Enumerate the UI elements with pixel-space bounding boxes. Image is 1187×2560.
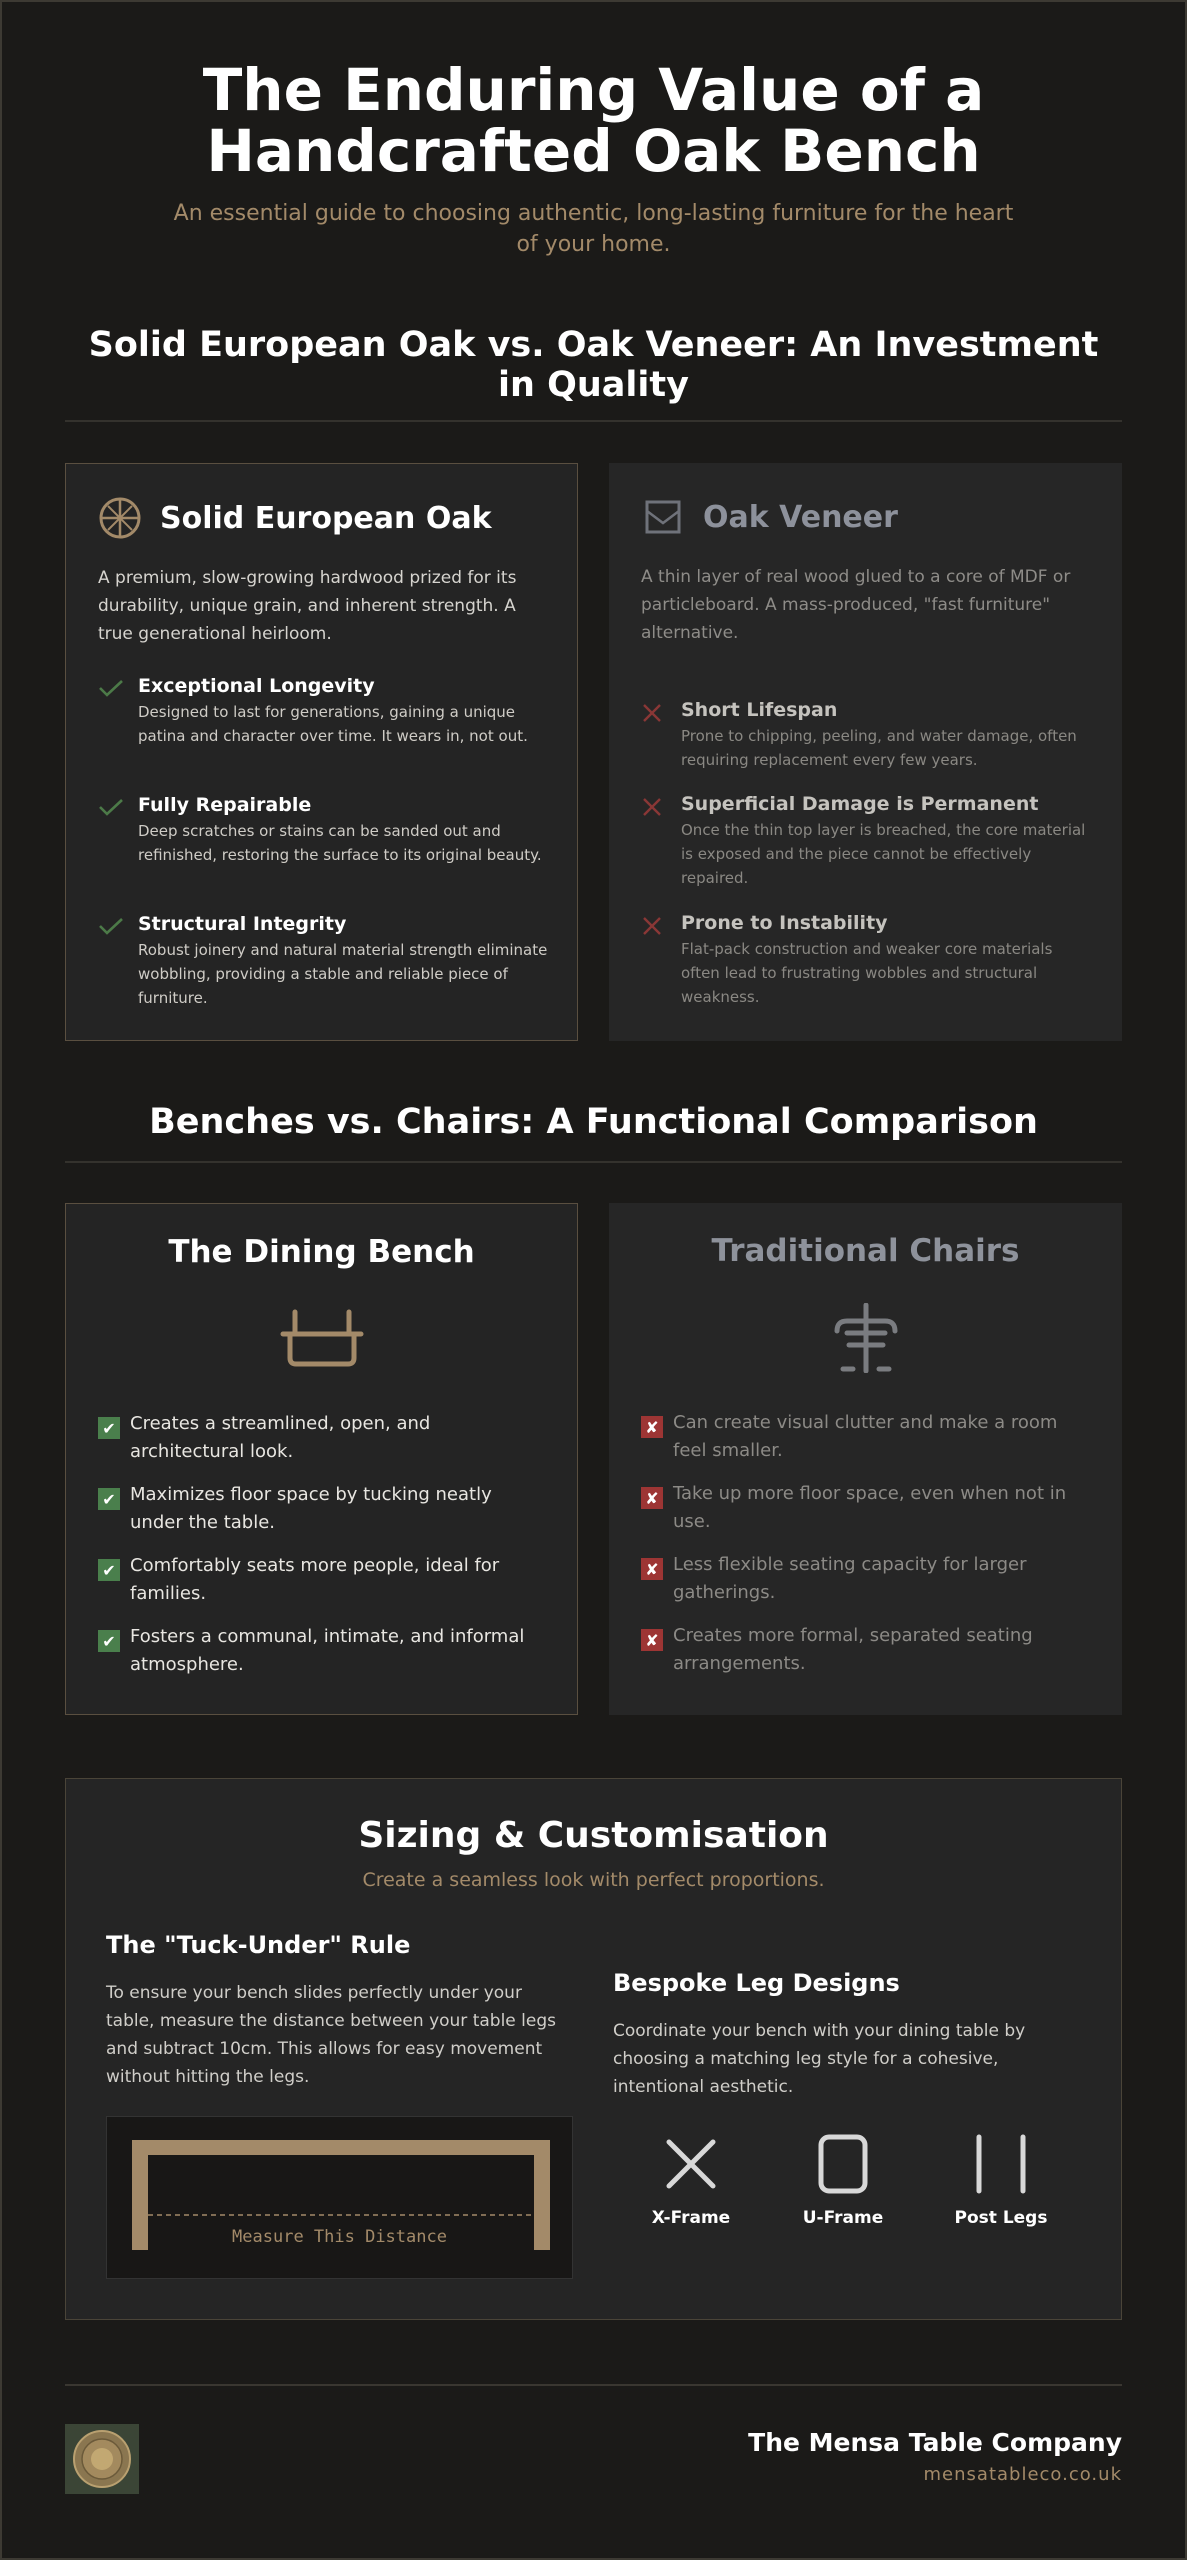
leg-option-u-frame[interactable] (768, 2134, 918, 2228)
leg-option-label: Post Legs (954, 2208, 1048, 2228)
solid-oak-card (65, 463, 578, 1041)
u-frame-icon (813, 2134, 873, 2194)
chairs-title: Traditional Chairs (711, 1233, 1020, 1269)
feature-title: Prone to Instability (681, 912, 888, 934)
check-icon (98, 916, 124, 936)
point-text: Can create visual clutter and make a room feel smaller. (673, 1412, 1058, 1461)
solid-oak-description: A premium, slow-growing hardwood prized for its durability, unique grain, and inherent strength. A true generational heirloom. (98, 568, 517, 644)
cross-icon (641, 915, 663, 937)
footer-divider (65, 2384, 1122, 2386)
feature-title: Structural Integrity (138, 913, 347, 935)
check-box-icon: ✔ (98, 1488, 120, 1510)
check-box-icon: ✔ (98, 1559, 120, 1581)
page-subtitle: An essential guide to choosing authentic, long-lasting furniture for the heart of your home. (173, 201, 1014, 257)
veneer-card (609, 463, 1122, 1041)
check-box-icon: ✔ (98, 1630, 120, 1652)
feature-text: Once the thin top layer is breached, the core material is exposed and the piece cannot be effectively repaired. (681, 821, 1086, 887)
point-text: Take up more floor space, even when not in use. (673, 1483, 1067, 1532)
point-text: Creates a streamlined, open, and architectural look. (130, 1413, 431, 1462)
chairs-disadvantage (641, 1409, 1091, 1465)
point-text: Fosters a communal, intimate, and informal atmosphere. (130, 1626, 525, 1675)
seal-logo-icon (65, 2424, 139, 2494)
feature-text: Deep scratches or stains can be sanded out and refinished, restoring the surface to its original beauty. (138, 822, 542, 864)
company-url[interactable]: mensatableco.co.uk (923, 2464, 1122, 2485)
feature-item (98, 674, 548, 748)
post-legs-icon (971, 2134, 1031, 2194)
point-text: Maximizes floor space by tucking neatly under the table. (130, 1484, 492, 1533)
tuck-under-text: To ensure your bench slides perfectly under your table, measure the distance between your table legs and subtract 10cm. This allows for easy movement without hitting the legs. (106, 1983, 556, 2087)
feature-text: Robust joinery and natural material strength eliminate wobbling, providing a stable and reliable piece of furniture. (138, 941, 548, 1007)
measure-label: Measure This Distance (232, 2227, 447, 2247)
flat-pack-box-icon (641, 495, 685, 539)
cross-box-icon: ✘ (641, 1629, 663, 1651)
point-text: Comfortably seats more people, ideal for families. (130, 1555, 500, 1604)
leg-option-x-frame[interactable] (616, 2134, 766, 2228)
sizing-card (65, 1778, 1122, 2320)
feature-item (98, 793, 548, 867)
bench-title: The Dining Bench (168, 1234, 475, 1270)
leg-option-post-legs[interactable] (926, 2134, 1076, 2228)
leg-option-label: X-Frame (651, 2208, 731, 2228)
page-title: The Enduring Value of a Handcrafted Oak Bench (202, 56, 985, 185)
leg-designs-text: Coordinate your bench with your dining table by choosing a matching leg style for a cohesive, intentional aesthetic. (613, 2021, 1026, 2097)
leg-option-label: U-Frame (802, 2208, 884, 2228)
veneer-description: A thin layer of real wood glued to a core of MDF or particleboard. A mass-produced, "fast furniture" alternative. (641, 567, 1071, 643)
feature-item (641, 698, 1091, 772)
bench-advantage (98, 1410, 548, 1466)
cross-box-icon: ✘ (641, 1558, 663, 1580)
feature-text: Prone to chipping, peeling, and water damage, often requiring replacement every few years. (681, 727, 1077, 769)
measure-diagram (106, 2116, 573, 2279)
section-divider (65, 420, 1122, 422)
chairs-card (609, 1203, 1122, 1715)
feature-title: Short Lifespan (681, 699, 838, 721)
feature-title: Fully Repairable (138, 794, 312, 816)
chairs-disadvantage (641, 1480, 1091, 1536)
company-logo[interactable] (65, 2424, 139, 2494)
solid-oak-title: Solid European Oak (160, 500, 492, 536)
table-legs-diagram-icon (107, 2117, 574, 2280)
oak-log-icon (98, 496, 142, 540)
comparison-section-title: Benches vs. Chairs: A Functional Comparison (149, 1102, 1038, 1142)
chairs-disadvantage (641, 1551, 1091, 1607)
materials-section-title: Solid European Oak vs. Oak Veneer: An Investment in Quality (88, 325, 1099, 405)
chairs-icon (821, 1303, 911, 1373)
bench-advantage (98, 1481, 548, 1537)
point-text: Creates more formal, separated seating arrangements. (673, 1625, 1033, 1674)
feature-item (98, 912, 548, 1010)
sizing-title: Sizing & Customisation (358, 1815, 829, 1856)
cross-box-icon: ✘ (641, 1416, 663, 1438)
company-name: The Mensa Table Company (748, 2428, 1122, 2457)
tuck-under-title: The "Tuck-Under" Rule (106, 1931, 411, 1959)
bench-advantage (98, 1623, 548, 1679)
feature-text: Flat-pack construction and weaker core materials often lead to frustrating wobbles and structural weakness. (681, 940, 1053, 1006)
check-icon (98, 797, 124, 817)
section-divider (65, 1161, 1122, 1163)
check-icon (98, 678, 124, 698)
bench-card (65, 1203, 578, 1715)
veneer-title: Oak Veneer (703, 499, 898, 535)
leg-designs-title: Bespoke Leg Designs (613, 1969, 900, 1997)
feature-item (641, 792, 1091, 890)
feature-title: Superficial Damage is Permanent (681, 793, 1039, 815)
cross-box-icon: ✘ (641, 1487, 663, 1509)
point-text: Less flexible seating capacity for larger gatherings. (673, 1554, 1027, 1603)
feature-text: Designed to last for generations, gaining a unique patina and character over time. It wears in, not out. (138, 703, 528, 745)
chairs-disadvantage (641, 1622, 1091, 1678)
feature-item (641, 911, 1091, 1009)
sizing-subtitle: Create a seamless look with perfect proportions. (362, 1869, 825, 1891)
cross-icon (641, 796, 663, 818)
cross-icon (641, 702, 663, 724)
bench-icon (277, 1304, 367, 1374)
check-box-icon: ✔ (98, 1417, 120, 1439)
feature-title: Exceptional Longevity (138, 675, 375, 697)
x-frame-icon (661, 2134, 721, 2194)
bench-advantage (98, 1552, 548, 1608)
